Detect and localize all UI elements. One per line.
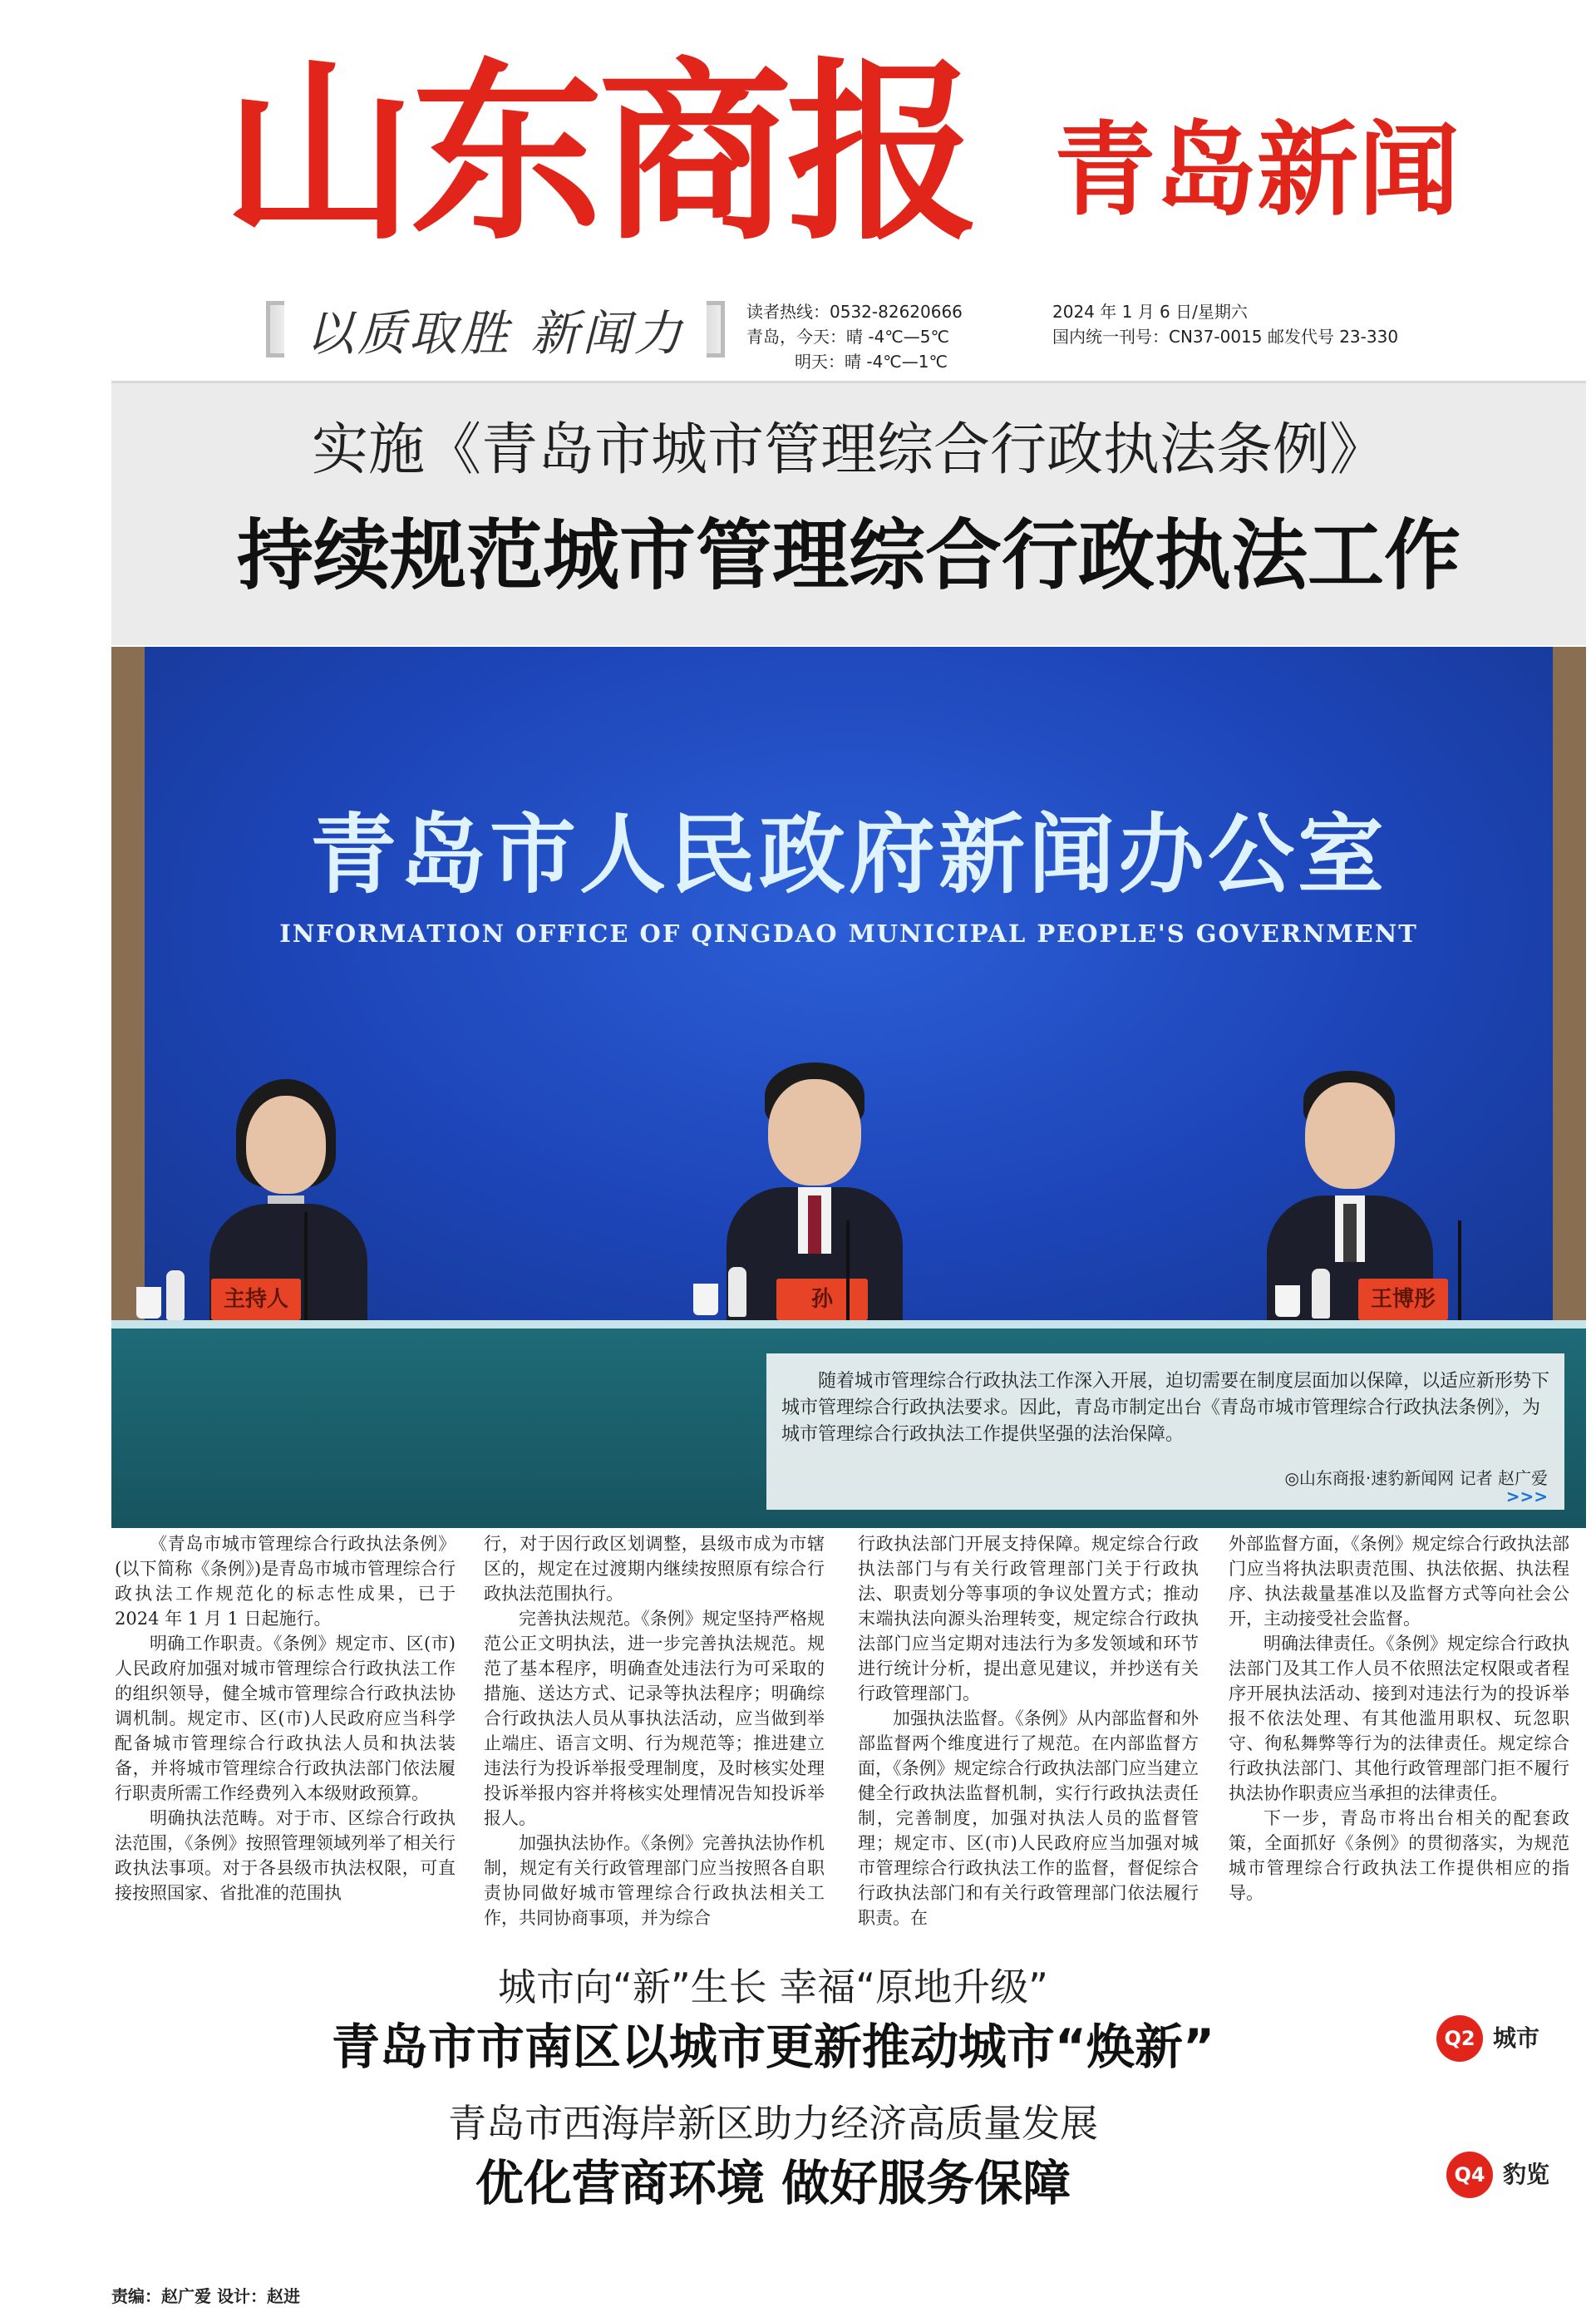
more-link[interactable]: >>>	[1505, 1486, 1548, 1506]
paragraph: 行，对于因行政区划调整，县级市成为市辖区的，规定在过渡期内继续按照原有综合行政执法范围执行。	[484, 1534, 825, 1604]
issue-date: 2024 年 1 月 6 日/星期六	[1052, 302, 1248, 322]
paragraph: 完善执法规范。《条例》规定坚持严格规范公正文明执法，进一步完善执法规范。规范了基本程序，明确查处违法行为可采取的措施、送达方式、记录等执法程序；明确综合行政执法人员从事执法活动，应当做到举止端庄、语言文明、行为规范等；推进建立违法行为投诉举报受理制度，及时核实处理投诉举报内容并将核实处理情况告知投诉举报人。	[484, 1609, 825, 1828]
headline-subtitle: 实施《青岛市城市管理综合行政执法条例》	[311, 417, 1386, 483]
article-column-1	[115, 1531, 456, 1947]
reader-hotline: 读者热线：0532-82620666	[746, 302, 963, 322]
cup-icon	[136, 1287, 161, 1319]
promo-2-subtitle[interactable]: 青岛市西海岸新区助力经济高质量发展	[448, 2101, 1098, 2146]
nameplate-center: 孙	[776, 1279, 868, 1320]
paragraph: 加强执法协作。《条例》完善执法协作机制，规定有关行政管理部门应当按照各自职责协同做好城市管理综合行政执法相关工作，共同协商事项，并为综合	[484, 1833, 825, 1928]
masthead-title: 山东商报	[223, 42, 975, 266]
section-label-city[interactable]: 城市	[1493, 2024, 1540, 2052]
microphone-icon	[846, 1220, 850, 1320]
paragraph: 明确工作职责。《条例》规定市、区(市)人民政府加强对城市管理综合行政执法工作的组织领导，健全城市管理综合行政执法协调机制。规定市、区(市)人民政府应当科学配备城市管理综合行政执法人员和执法装备，并将城市管理综合行政执法部门依法履行职责所需工作经费列入本级财政预算。	[115, 1634, 456, 1803]
promo-2-title[interactable]: 优化营商环境 做好服务保障	[475, 2155, 1071, 2211]
section-label-baolan[interactable]: 豹览	[1503, 2161, 1550, 2188]
paragraph: 下一步，青岛市将出台相关的配套政策，全面抓好《条例》的贯彻落实，为规范城市管理综合行政执法工作提供相应的指导。	[1229, 1808, 1569, 1903]
issue-info	[1052, 299, 1468, 349]
paragraph: 行政执法部门开展支持保障。规定综合行政执法部门与有关行政管理部门关于行政执法、职责划分等事项的争议处置方式；推动末端执法向源头治理转变，规定综合行政执法部门应当定期对违法行为多发领域和环节进行统计分析，提出意见建议，并抄送有关行政管理部门。	[858, 1534, 1199, 1703]
bottle-icon	[1312, 1269, 1330, 1319]
page-badge-q4[interactable]: Q4	[1446, 2152, 1493, 2198]
paragraph: 外部监督方面，《条例》规定综合行政执法部门应当将执法职责范围、执法依据、执法程序、执法裁量基准以及监督方式等向社会公开，主动接受社会监督。	[1229, 1534, 1569, 1629]
screen-subtitle: INFORMATION OFFICE OF QINGDAO MUNICIPAL PEOPLE'S GOVERNMENT	[279, 919, 1418, 948]
edition-name: 青岛新闻	[1054, 111, 1460, 229]
caption-text: 随着城市管理综合行政执法工作深入开展，迫切需要在制度层面加以保障，以适应新形势下城市管理综合行政执法要求。因此，青岛市制定出台《青岛市城市管理综合行政执法条例》，为城市管理综合行政执法工作提供坚强的法治保障。	[781, 1371, 1550, 1445]
paragraph: 明确法律责任。《条例》规定综合行政执法部门及其工作人员不依照法定权限或者程序开展执法活动、接到对违法行为的投诉举报不依法处理、有其他滥用职权、玩忽职守、徇私舞弊等行为的法律责任。规定综合行政执法部门、其他行政管理部门拒不履行执法协作职责应当承担的法律责任。	[1229, 1634, 1569, 1803]
photo-caption	[766, 1353, 1564, 1510]
editor-credit: 责编：赵广爱 设计：赵进	[111, 2286, 300, 2306]
press-conference-photo	[111, 647, 1586, 1528]
weather-today: 青岛，今天：晴 -4℃—5℃	[746, 327, 949, 347]
headline-box	[111, 381, 1586, 645]
microphone-icon	[304, 1212, 308, 1320]
headline-title: 持续规范城市管理综合行政执法工作	[236, 511, 1461, 600]
paragraph: 明确执法范畴。对于市、区综合行政执法范围，《条例》按照管理领域列举了相关行政执法事项。对于各县级市执法权限，可直接按照国家、省批准的范围执	[115, 1808, 456, 1903]
bottle-icon	[166, 1270, 185, 1320]
page-badge-q2[interactable]: Q2	[1436, 2015, 1483, 2062]
reader-info	[746, 299, 1046, 374]
article-column-3	[858, 1531, 1199, 1947]
issn-number: 国内统一刊号：CN37-0015 邮发代号 23-330	[1052, 327, 1399, 347]
promo-1-title[interactable]: 青岛市市南区以城市更新推动城市“焕新”	[331, 2019, 1215, 2075]
weather-tomorrow: 明天：晴 -4℃—1℃	[795, 352, 948, 372]
paragraph: 加强执法监督。《条例》从内部监督和外部监督两个维度进行了规范。在内部监督方面，《条例》规定综合行政执法部门应当建立健全行政执法监督机制，实行行政执法责任制，完善制度，加强对执法人员的监督管理；规定市、区(市)人民政府应当加强对城市管理综合行政执法工作的监督，督促综合行政执法部门和有关行政管理部门依法履行职责。在	[858, 1708, 1199, 1928]
cup-icon	[1275, 1285, 1300, 1317]
promo-1-subtitle[interactable]: 城市向“新”生长 幸福“原地升级”	[498, 1964, 1048, 2009]
caption-credit: ◎山东商报·速豹新闻网 记者 赵广爱	[1284, 1468, 1548, 1488]
nameplate-host: 主持人	[211, 1279, 301, 1320]
article-column-2	[484, 1531, 825, 1947]
nameplate-right: 王博彤	[1358, 1279, 1448, 1320]
cup-icon	[693, 1284, 718, 1315]
motto: 以质取胜 新闻力	[305, 305, 686, 362]
motto-bracket-right	[707, 301, 725, 357]
article-column-4	[1229, 1531, 1569, 1947]
bottle-icon	[728, 1267, 746, 1317]
screen-title: 青岛市人民政府新闻办公室	[309, 804, 1387, 905]
microphone-icon	[1458, 1220, 1461, 1320]
paragraph: 《青岛市城市管理综合行政执法条例》(以下简称《条例》)是青岛市城市管理综合行政执法工作规范化的标志性成果，已于 2024 年 1 月 1 日起施行。	[115, 1534, 456, 1629]
